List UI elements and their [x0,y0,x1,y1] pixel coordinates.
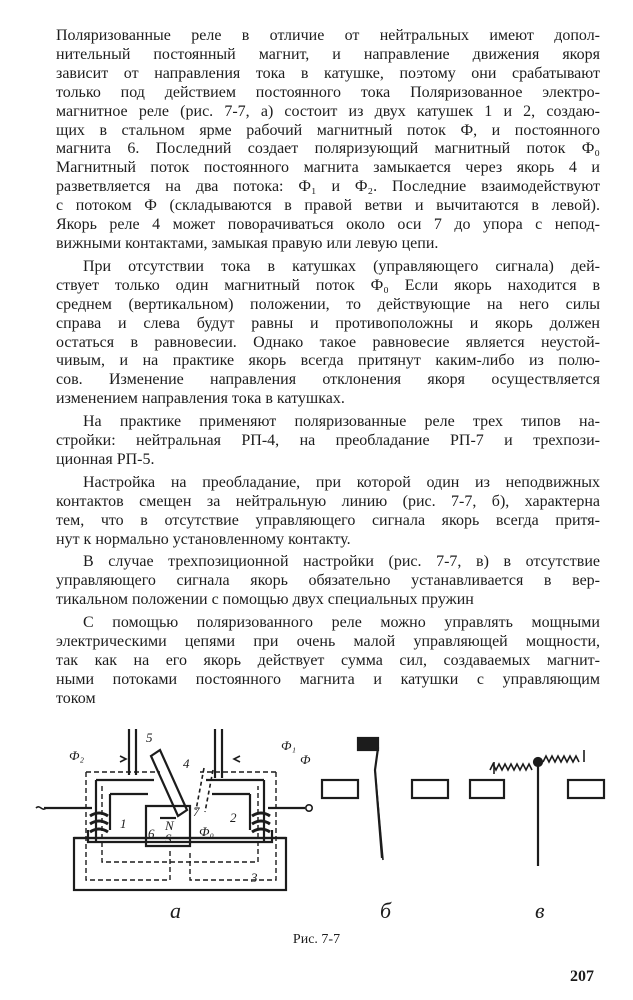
label-n: N [165,818,174,833]
coil-2 [252,813,270,832]
contact-left-v [470,780,504,798]
permanent-magnet [146,806,190,846]
text-line: так как на его якорь действует сумма сил, создаваемых магнит- [56,652,600,669]
label-phi0: Ф₀ [199,824,214,839]
armature-b [366,740,382,858]
contact-right-v [568,780,604,798]
text-line: справа и слева будут равны и противоположны и якорь должен [56,314,600,332]
text-line: тем, что в отсутствие управляющего сигнала якорь всегда притя- [56,511,600,529]
paragraph-4 [56,474,600,550]
text-line: стройки: нейтральная РП-4, на преобладание РП-7 и трехпози- [56,432,600,450]
base-yoke [74,838,286,890]
sublabel-b: б [380,898,392,923]
text-line: сов. Изменение направления отклонения якоря осуществляется [56,371,600,389]
text-line: изменением направления тока в катушках. [56,390,345,408]
text-line: тикальном положении с помощью двух специальных пружин [56,591,474,609]
paragraph-5 [56,553,600,610]
text-line: Магнитный поток постоянного магнита замыкается через якорь 4 и [56,159,600,177]
contact-left-b [322,780,358,798]
text-line: зависит от направления тока в катушке, поэтому они срабатывают [56,64,600,82]
text-line: ными потоками постоянного магнита и катушки с управляющим [56,670,600,688]
text-line: током [56,689,96,707]
figure-caption: Рис. 7-7 [292,932,341,947]
sublabel-a: а [170,898,181,923]
text-line: электрическими цепями при очень малой управляющей мощности, [56,633,600,651]
label-6: 6 [148,826,155,841]
spring-right [543,756,579,762]
text-line: вижными контактами, замыкая правую или левую цепи. [56,234,439,252]
text-line: управляющего сигнала якорь обязательно устанавливается в вер- [56,572,600,590]
body-text [56,27,600,713]
paragraph-2 [56,258,600,409]
text-line: контактов смещен за нейтральную линию (рис. 7-7, б), характерна [56,492,600,510]
text-line: ционная РП-5. [56,450,155,468]
text-line: магнита 6. Последний создает поляризующий магнитный поток Ф₀ [56,140,600,158]
label-s: S [165,831,172,846]
yoke [88,780,272,842]
label-phi: Ф [300,752,311,767]
label-1: 1 [120,816,127,831]
page-number: 207 [570,968,594,985]
label-phi2: Ф₂ [69,748,84,763]
text-line: Якорь реле 4 может поворачиваться около оси 7 до упора с непод- [56,216,600,234]
paragraph-6 [56,614,600,709]
label-2: 2 [230,810,237,825]
label-phi1: Ф₁ [281,738,296,753]
text-line: только под действием постоянного тока Поляризованное электро- [56,83,600,101]
label-3: 3 [251,870,258,885]
text-line: нут к нормально установленному контакту. [56,530,351,548]
text-line: магнитное реле (рис. 7-7, а) состоит из двух катушек 1 и 2, создаю- [56,102,600,120]
label-7: 7 [193,804,200,819]
text-line: с потоком Ф (складываются в правой ветви и вычитаются в левой). [56,197,600,215]
flux-phi2 [86,772,170,880]
text-line: разветвляется на два потока: Ф₁ и Ф₂. Последние взаимодействуют [56,178,600,196]
label-4: 4 [183,756,190,771]
text-line: В случае трехпозиционной настройки (рис. 7-7, в) в отсутствие [83,553,600,571]
label-5: 5 [146,730,153,745]
coil-1 [90,813,108,832]
spring-left [490,764,532,770]
text-line: На практике применяют поляризованные реле трех типов на- [83,413,600,431]
paragraph-1 [56,27,600,254]
text-line: среднем (вертикальном) положении, то действующие на него силы [56,295,600,313]
text-line: С помощью поляризованного реле можно управлять мощными [83,614,600,632]
text-line: При отсутствии тока в катушках (управляющего сигнала) дей- [83,257,600,275]
sublabel-v: в [535,898,545,923]
text-line: остаться в равновесии. Однако такое равновесие является неустой- [56,333,600,351]
contact-right-b [412,780,448,798]
text-line: Поляризованные реле в отличие от нейтральных имеют допол- [56,27,600,44]
flux-phi1 [190,772,276,880]
flux-phi [102,786,258,862]
text-line: нительный постоянный магнит, и направление движения якоря [56,45,600,63]
paragraph-3 [56,413,600,470]
text-line: щих в стальном ярме рабочий магнитный поток Ф, и постоянного [56,121,600,139]
text-line: чивым, и на практике якорь всегда притянут каким-либо из полю- [56,352,600,370]
text-line: ствует только один магнитный поток Ф₀ Если якорь находится в [56,276,600,294]
text-line: Настройка на преобладание, при которой один из неподвижных [83,473,600,491]
armature [151,750,187,816]
